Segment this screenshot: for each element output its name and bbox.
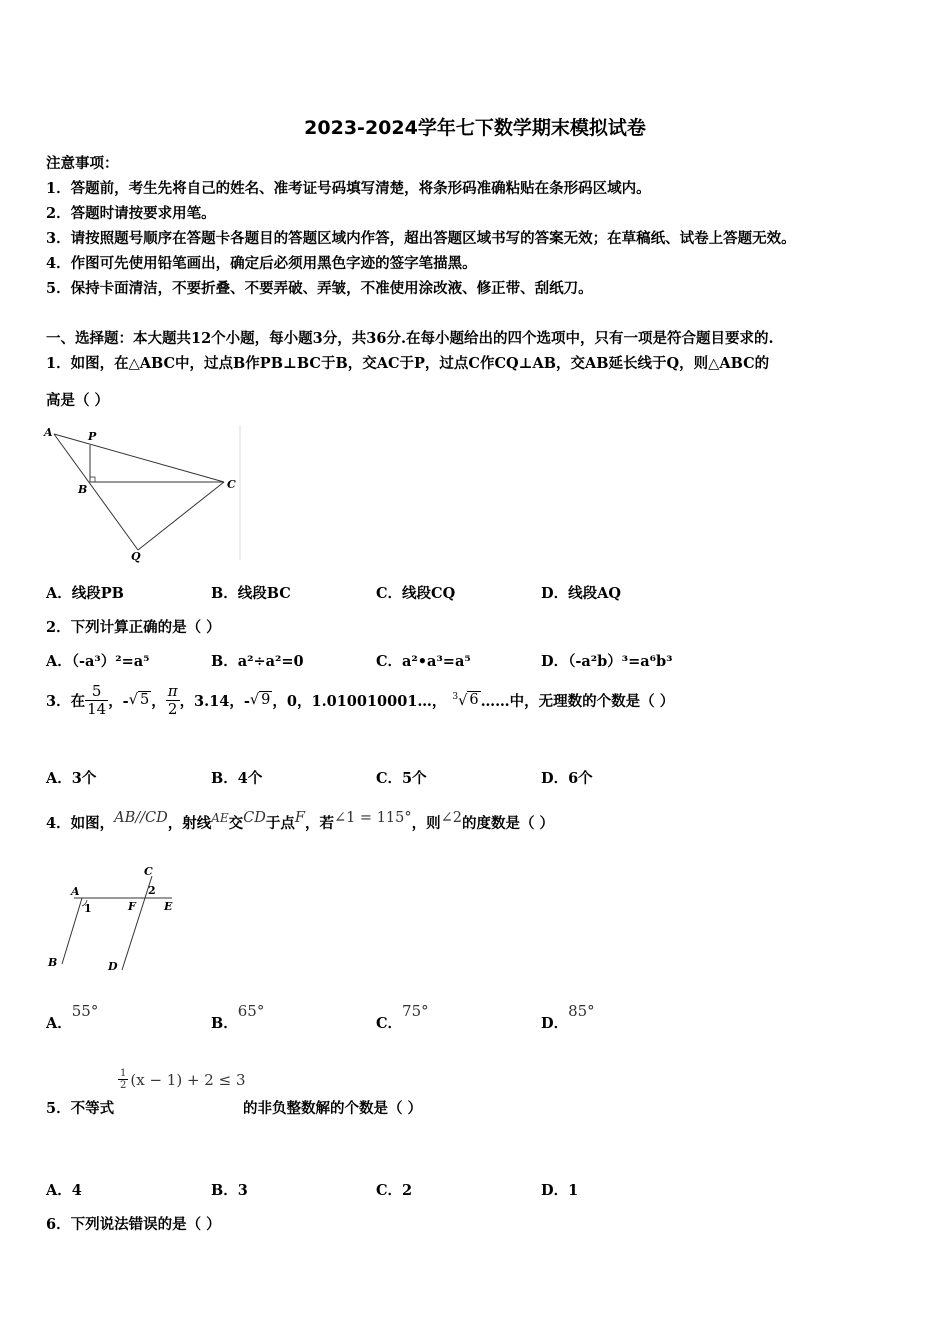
q3-fraction-5-14 [85, 683, 108, 717]
option-letter: A． [46, 1015, 72, 1032]
option-value: 65° [237, 1002, 265, 1020]
q6-stem: 6．下列说法错误的是（ ） [46, 1216, 221, 1233]
label-F: F [128, 900, 136, 913]
option-value: 55° [71, 1002, 99, 1020]
q3-option-b[interactable]: B．4个 [211, 770, 263, 787]
radicand: 6 [469, 692, 479, 709]
option-value: 85° [568, 1002, 595, 1020]
q4-math-f: F [294, 810, 305, 826]
q4-part: 交 [228, 815, 244, 832]
q2-stem: 2．下列计算正确的是（ ） [46, 619, 221, 636]
notice-item: 3．请按照题号顺序在答题卡各题目的答题区域内作答，超出答题区域书写的答案无效；在草稿纸、试卷上答题无效。 [46, 230, 796, 247]
q4-parallel-lines-figure [40, 862, 190, 977]
q3-sqrt9: √ 9 [249, 692, 271, 708]
frac-denominator: 2 [120, 1080, 127, 1091]
notice-item: 5．保持卡面清洁，不要折叠、不要弄破、弄皱，不准使用涂改液、修正带、刮纸刀。 [46, 280, 593, 297]
frac-numerator: 1 [120, 1068, 127, 1079]
label-B: B [48, 956, 58, 969]
q5-option-a[interactable]: A．4 [46, 1182, 82, 1199]
label-B: B [78, 483, 88, 496]
frac-denominator: 14 [87, 699, 107, 718]
q4-part: 的度数是（ ） [462, 815, 555, 832]
q1-stem-line2: 高是（ ） [46, 392, 110, 409]
label-C: C [144, 865, 153, 878]
q3-stem [46, 683, 674, 717]
frac-numerator: π [167, 682, 178, 700]
q4-part: 于点 [265, 815, 295, 832]
q5-formula-rest: (x − 1) + 2 ≤ 3 [130, 1070, 246, 1089]
q1-option-a[interactable]: A．线段PB [46, 585, 124, 602]
q5-stem-right: 的非负整数解的个数是（ ） [243, 1100, 423, 1117]
q4-math-ab-cd: AB//CD [114, 810, 168, 826]
q4-option-d[interactable] [541, 1000, 595, 1032]
q4-part: 4．如图， [46, 815, 115, 832]
label-Q: Q [131, 550, 141, 563]
q4-math-cd: CD [243, 810, 266, 826]
label-C: C [227, 478, 236, 491]
option-value: 75° [402, 1002, 429, 1020]
label-A: A [44, 426, 53, 439]
page-title: 2023-2024学年七下数学期末模拟试卷 [304, 117, 646, 139]
q2-option-c[interactable]: C．a²•a³=a⁵ [376, 653, 471, 670]
root-index: 3 [452, 691, 459, 702]
label-angle-1: 1 [84, 902, 92, 915]
q3-middle2: ，0，1.010010001…， [272, 692, 447, 710]
q3-fraction-pi-2 [166, 683, 180, 717]
q4-math-ae: AE [211, 811, 229, 825]
label-angle-2: 2 [148, 884, 156, 897]
q1-option-c[interactable]: C．线段CQ [376, 585, 456, 602]
q4-part: ，射线 [167, 815, 212, 832]
q1-option-b[interactable]: B．线段BC [211, 585, 291, 602]
q4-math-angle2: ∠2 [440, 810, 462, 826]
q2-option-a[interactable]: A．（-a³）²=a⁵ [46, 653, 150, 670]
section-heading: 一、选择题：本大题共12个小题，每小题3分，共36分.在每小题给出的四个选项中，只有一项是符合题目要求的. [46, 330, 774, 347]
q5-fraction-half [118, 1068, 128, 1091]
option-letter: C． [376, 1015, 403, 1032]
q4-option-a[interactable] [46, 1000, 99, 1032]
q4-math-angle1: ∠1 = 115° [333, 810, 412, 826]
q4-option-c[interactable] [376, 1000, 429, 1032]
radicand: 5 [139, 692, 150, 708]
q1-triangle-figure [40, 420, 245, 565]
q3-suffix: ……中，无理数的个数是（ ） [480, 692, 675, 710]
q3-option-a[interactable]: A．3个 [46, 770, 97, 787]
radicand: 9 [261, 692, 271, 708]
q3-sep2: ， [151, 692, 166, 710]
q5-formula [118, 1068, 245, 1091]
notice-item: 4．作图可先使用铅笔画出，确定后必须用黑色字迹的签字笔描黑。 [46, 255, 477, 272]
q5-option-d[interactable]: D．1 [541, 1182, 579, 1199]
q4-part: ，若 [304, 815, 334, 832]
q4-option-b[interactable] [211, 1000, 265, 1032]
q4-stem [46, 812, 554, 833]
q1-option-d[interactable]: D．线段AQ [541, 585, 621, 602]
q3-option-d[interactable]: D．6个 [541, 770, 593, 787]
label-E: E [164, 900, 173, 913]
q3-cbrt6: $^3$√ 6 [452, 691, 479, 709]
q3-option-c[interactable]: C．5个 [376, 770, 427, 787]
label-P: P [88, 430, 97, 443]
q5-option-c[interactable]: C．2 [376, 1182, 413, 1199]
option-letter: B． [211, 1015, 238, 1032]
q2-option-d[interactable]: D．（-a²b）³=a⁶b³ [541, 653, 673, 670]
frac-denominator: 2 [167, 699, 178, 718]
q3-sqrt5: √ 5 [128, 692, 150, 708]
q3-sep1: ，- [108, 692, 129, 710]
q5-stem-left: 5．不等式 [46, 1100, 115, 1117]
option-letter: D． [541, 1015, 569, 1032]
q1-stem-line1: 1．如图，在△ABC中，过点B作PB⊥BC于B，交AC于P，过点C作CQ⊥AB，交AB延长线于Q，则△ABC的 [46, 355, 770, 372]
notice-item: 1．答题前，考生先将自己的姓名、准考证号码填写清楚，将条形码准确粘贴在条形码区域内。 [46, 180, 651, 197]
q3-middle: ，3.14，- [179, 692, 250, 710]
q4-part: ，则 [411, 815, 441, 832]
q2-option-b[interactable]: B．a²÷a²=0 [211, 653, 304, 670]
frac-numerator: 5 [85, 683, 108, 701]
label-D: D [108, 960, 118, 973]
notice-item: 2．答题时请按要求用笔。 [46, 205, 216, 222]
label-A: A [71, 885, 80, 898]
q5-option-b[interactable]: B．3 [211, 1182, 248, 1199]
notice-heading: 注意事项： [46, 155, 119, 172]
q3-prefix: 3．在 [46, 692, 86, 710]
